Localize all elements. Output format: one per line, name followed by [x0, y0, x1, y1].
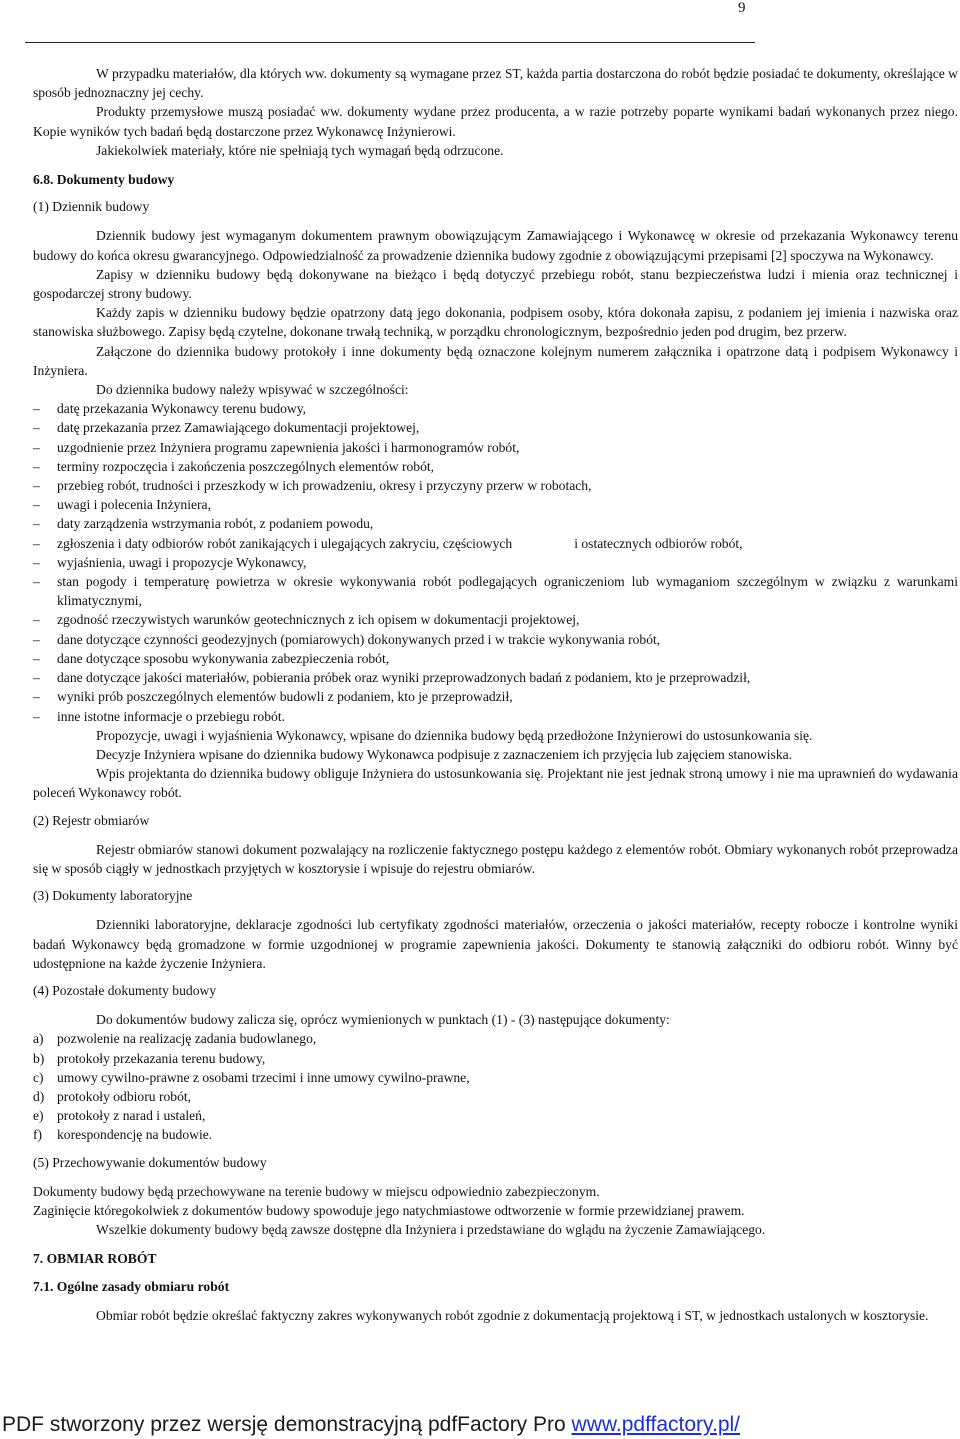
dash-bullet: –	[33, 574, 40, 590]
list-marker: e)	[33, 1108, 44, 1124]
list-item-text: uwagi i polecenia Inżyniera,	[57, 497, 211, 513]
list-item-text: zgodność rzeczywistych warunków geotechnicznych z ich opisem w dokumentacji projektowej,	[57, 612, 580, 628]
list-item	[33, 476, 958, 495]
spacer	[33, 160, 958, 170]
list-item	[33, 630, 958, 649]
list-item-text: pozwolenie na realizację zadania budowlanego,	[57, 1031, 317, 1047]
spacer	[33, 1239, 958, 1249]
list-marker: c)	[33, 1069, 44, 1085]
paragraph: Wszelkie dokumenty budowy będą zawsze dostępne dla Inżyniera i przedstawiane do wglądu na życzenie Zamawiającego.	[96, 1222, 766, 1238]
header-rule	[25, 42, 755, 43]
dash-bullet: –	[33, 670, 40, 686]
dash-list	[33, 399, 958, 725]
list-item-text: stan pogody i temperaturę powietrza w okresie wykonywania robót podlegających ograniczeniom lub wymaganiom szczególnym w związku z warunkami klimatycznymi,	[57, 574, 958, 609]
list-item	[33, 649, 958, 668]
dash-bullet: –	[33, 478, 40, 494]
list-item-text: dane dotyczące jakości materiałów, pobierania próbek oraz wyniki przeprowadzonych badań z podaniem, kto je przeprowadził,	[57, 670, 751, 686]
list-item-text: korespondencję na budowie.	[57, 1127, 213, 1143]
list-item	[33, 1029, 958, 1048]
list-item	[33, 399, 958, 418]
list-marker: f)	[33, 1127, 43, 1143]
list-item	[33, 418, 958, 437]
list-item	[33, 1106, 958, 1125]
list-item-text: wyniki prób poszczególnych elementów budowli z podaniem, kto je przeprowadził,	[57, 689, 513, 705]
footer-link[interactable]: www.pdffactory.pl/	[571, 1413, 741, 1436]
section-heading: 7. OBMIAR ROBÓT	[33, 1251, 157, 1267]
footer-text: PDF stworzony przez wersję demonstracyjną pdfFactory Pro	[2, 1413, 572, 1436]
paragraph: Obmiar robót będzie określać faktyczny zakres wykonywanych robót zgodnie z dokumentacją projektową i ST, w jednostkach ustalonych w kosztorysie.	[96, 1307, 929, 1323]
spacer	[33, 1172, 958, 1182]
paragraph: Do dziennika budowy należy wpisywać w szczególności:	[96, 382, 409, 398]
list-item-text: dane dotyczące czynności geodezyjnych (pomiarowych) dokonywanych przed i w trakcie wykonywania robót,	[57, 631, 661, 647]
list-item-text: daty zarządzenia wstrzymania robót, z podaniem powodu,	[57, 516, 374, 532]
spacer	[33, 1145, 958, 1153]
spacer	[33, 905, 958, 915]
list-item	[33, 553, 958, 572]
paragraph: (3) Dokumenty laboratoryjne	[33, 888, 193, 904]
list-item	[33, 514, 958, 533]
section-heading: 6.8. Dokumenty budowy	[33, 172, 175, 188]
dash-bullet: –	[33, 554, 40, 570]
paragraph: W przypadku materiałów, dla których ww. dokumenty są wymagane przez ST, każda partia dostarczona do robót będzie posiadać te dokumenty, określające w sposób jednoznaczny jej cechy.	[33, 66, 958, 101]
list-item	[33, 687, 958, 706]
paragraph: (1) Dziennik budowy	[33, 199, 150, 215]
list-item	[33, 668, 958, 687]
list-item-text: protokoły przekazania terenu budowy,	[57, 1050, 266, 1066]
paragraph: Dzienniki laboratoryjne, deklaracje zgodności lub certyfikaty zgodności materiałów, orzeczenia o jakości materiałów, recepty robocze i kontrolne wyniki badań Wykonawcy będą gromadzone w formie uzgodnionej w programie zapewnienia jakości. Dokumenty te stanowią załączniki do odbioru robót. Winny być udostępnione na każde życzenie Inżyniera.	[33, 917, 958, 971]
list-marker: b)	[33, 1050, 45, 1066]
dash-bullet: –	[33, 650, 40, 666]
list-marker: d)	[33, 1088, 45, 1104]
list-item-text: uzgodnienie przez Inżyniera programu zapewnienia jakości i harmonogramów robót,	[57, 439, 520, 455]
spacer	[33, 1269, 958, 1277]
dash-bullet: –	[33, 420, 40, 436]
paragraph: Decyzje Inżyniera wpisane do dziennika budowy Wykonawca podpisuje z zaznaczeniem ich przyjęcia lub zajęciem stanowiska.	[96, 746, 793, 762]
list-item	[33, 572, 958, 610]
paragraph: Jakiekolwiek materiały, które nie spełniają tych wymagań będą odrzucone.	[96, 142, 504, 158]
paragraph: Propozycje, uwagi i wyjaśnienia Wykonawcy, wpisane do dziennika budowy będą przedłożone Inżynierowi do ustosunkowania się.	[96, 727, 813, 743]
list-item-text: umowy cywilno-prawne z osobami trzecimi i inne umowy cywilno-prawne,	[57, 1069, 470, 1085]
paragraph: Dziennik budowy jest wymaganym dokumentem prawnym obowiązującym Zamawiającego i Wykonawcę w okresie od przekazania Wykonawcy terenu budowy do końca okresu gwarancyjnego. Odpowiedzialność za prowadzenie dziennika budowy zgodnie z obowiązującymi przepisami [2] spoczywa na Wykonawcy.	[33, 228, 958, 263]
list-item	[33, 438, 958, 457]
list-item	[33, 1049, 958, 1068]
dash-bullet: –	[33, 516, 40, 532]
lettered-list	[33, 1029, 958, 1144]
list-item-text: inne istotne informacje o przebiegu robót.	[57, 708, 286, 724]
spacer	[33, 830, 958, 840]
spacer	[33, 189, 958, 197]
spacer	[33, 973, 958, 981]
spacer	[33, 1296, 958, 1306]
list-item-text: terminy rozpoczęcia i zakończenia poszczególnych elementów robót,	[57, 458, 435, 474]
list-item	[33, 1125, 958, 1144]
paragraph: Rejestr obmiarów stanowi dokument pozwalający na rozliczenie faktycznego postępu każdego z elementów robót. Obmiary wykonanych robót przeprowadza się w sposób ciągły w jednostkach przyjętych w kosztorysie i wpisuje do rejestru obmiarów.	[33, 841, 958, 876]
list-item-text: protokoły z narad i ustaleń,	[57, 1108, 206, 1124]
pdf-footer	[2, 1413, 740, 1437]
list-item-text: dane dotyczące sposobu wykonywania zabezpieczenia robót,	[57, 650, 390, 666]
dash-bullet: –	[33, 401, 40, 417]
paragraph: (4) Pozostałe dokumenty budowy	[33, 982, 217, 998]
list-item	[33, 610, 958, 629]
list-item-text: protokoły odbioru robót,	[57, 1088, 192, 1104]
dash-bullet: –	[33, 458, 40, 474]
list-item	[33, 534, 958, 553]
dash-bullet: –	[33, 439, 40, 455]
dash-bullet: –	[33, 689, 40, 705]
dash-bullet: –	[33, 708, 40, 724]
dash-bullet: –	[33, 631, 40, 647]
spacer	[33, 216, 958, 226]
page-number: 9	[738, 0, 746, 16]
document-body	[33, 64, 958, 1325]
spacer	[33, 1000, 958, 1010]
paragraph: Dokumenty budowy będą przechowywane na terenie budowy w miejscu odpowiednio zabezpieczonym.	[33, 1183, 600, 1199]
spacer	[33, 878, 958, 886]
list-item-text: przebieg robót, trudności i przeszkody w ich prowadzeniu, okresy i przyczyny przerw w robotach,	[57, 478, 592, 494]
paragraph: Wpis projektanta do dziennika budowy obliguje Inżyniera do ustosunkowania się. Projektant nie jest jednak stroną umowy i nie ma uprawnień do wydawania poleceń Wykonawcy robót.	[33, 766, 958, 801]
dash-bullet: –	[33, 535, 40, 551]
list-item	[33, 457, 958, 476]
paragraph: Zapisy w dzienniku budowy będą dokonywane na bieżąco i będą dotyczyć przebiegu robót, stanu bezpieczeństwa ludzi i mienia oraz technicznej i gospodarczej strony budowy.	[33, 266, 958, 302]
dash-bullet: –	[33, 497, 40, 513]
list-item-text: datę przekazania przez Zamawiającego dokumentacji projektowej,	[57, 420, 420, 436]
list-item-text: wyjaśnienia, uwagi i propozycje Wykonawcy,	[57, 554, 307, 570]
paragraph: Produkty przemysłowe muszą posiadać ww. dokumenty wydane przez producenta, a w razie potrzeby poparte wynikami badań wykonanych przez niego. Kopie wyników tych badań będą dostarczone przez Wykonawcę Inżynierowi.	[33, 104, 958, 139]
spacer	[33, 803, 958, 811]
paragraph: Załączone do dziennika budowy protokoły i inne dokumenty będą oznaczone kolejnym numerem załącznika i opatrzone datą i podpisem Wykonawcy i Inżyniera.	[33, 343, 958, 378]
section-heading: 7.1. Ogólne zasady obmiaru robót	[33, 1278, 230, 1294]
paragraph: (5) Przechowywanie dokumentów budowy	[33, 1154, 267, 1170]
list-marker: a)	[33, 1031, 44, 1047]
paragraph: (2) Rejestr obmiarów	[33, 812, 150, 828]
paragraph: Każdy zapis w dzienniku budowy będzie opatrzony datą jego dokonania, podpisem osoby, która dokonała zapisu, z podaniem jej imienia i nazwiska oraz stanowiska służbowego. Zapisy będą czytelne, dokonane trwałą techniką, w porządku chronologicznym, bezpośrednio jeden pod drugim, bez przerw.	[33, 305, 958, 340]
list-item-text: zgłoszenia i daty odbiorów robót zanikających i ulegających zakryciu, częściowych i ostatecznych odbiorów robót,	[57, 535, 743, 551]
list-item	[33, 1068, 958, 1087]
paragraph: Do dokumentów budowy zalicza się, oprócz wymienionych w punktach (1) - (3) następujące dokumenty:	[96, 1012, 670, 1028]
list-item-text: datę przekazania Wykonawcy terenu budowy,	[57, 401, 307, 417]
list-item	[33, 495, 958, 514]
list-item	[33, 1087, 958, 1106]
paragraph: Zaginięcie któregokolwiek z dokumentów budowy spowoduje jego natychmiastowe odtworzenie w formie przewidzianej prawem.	[33, 1202, 745, 1218]
list-item	[33, 707, 958, 726]
dash-bullet: –	[33, 612, 40, 628]
